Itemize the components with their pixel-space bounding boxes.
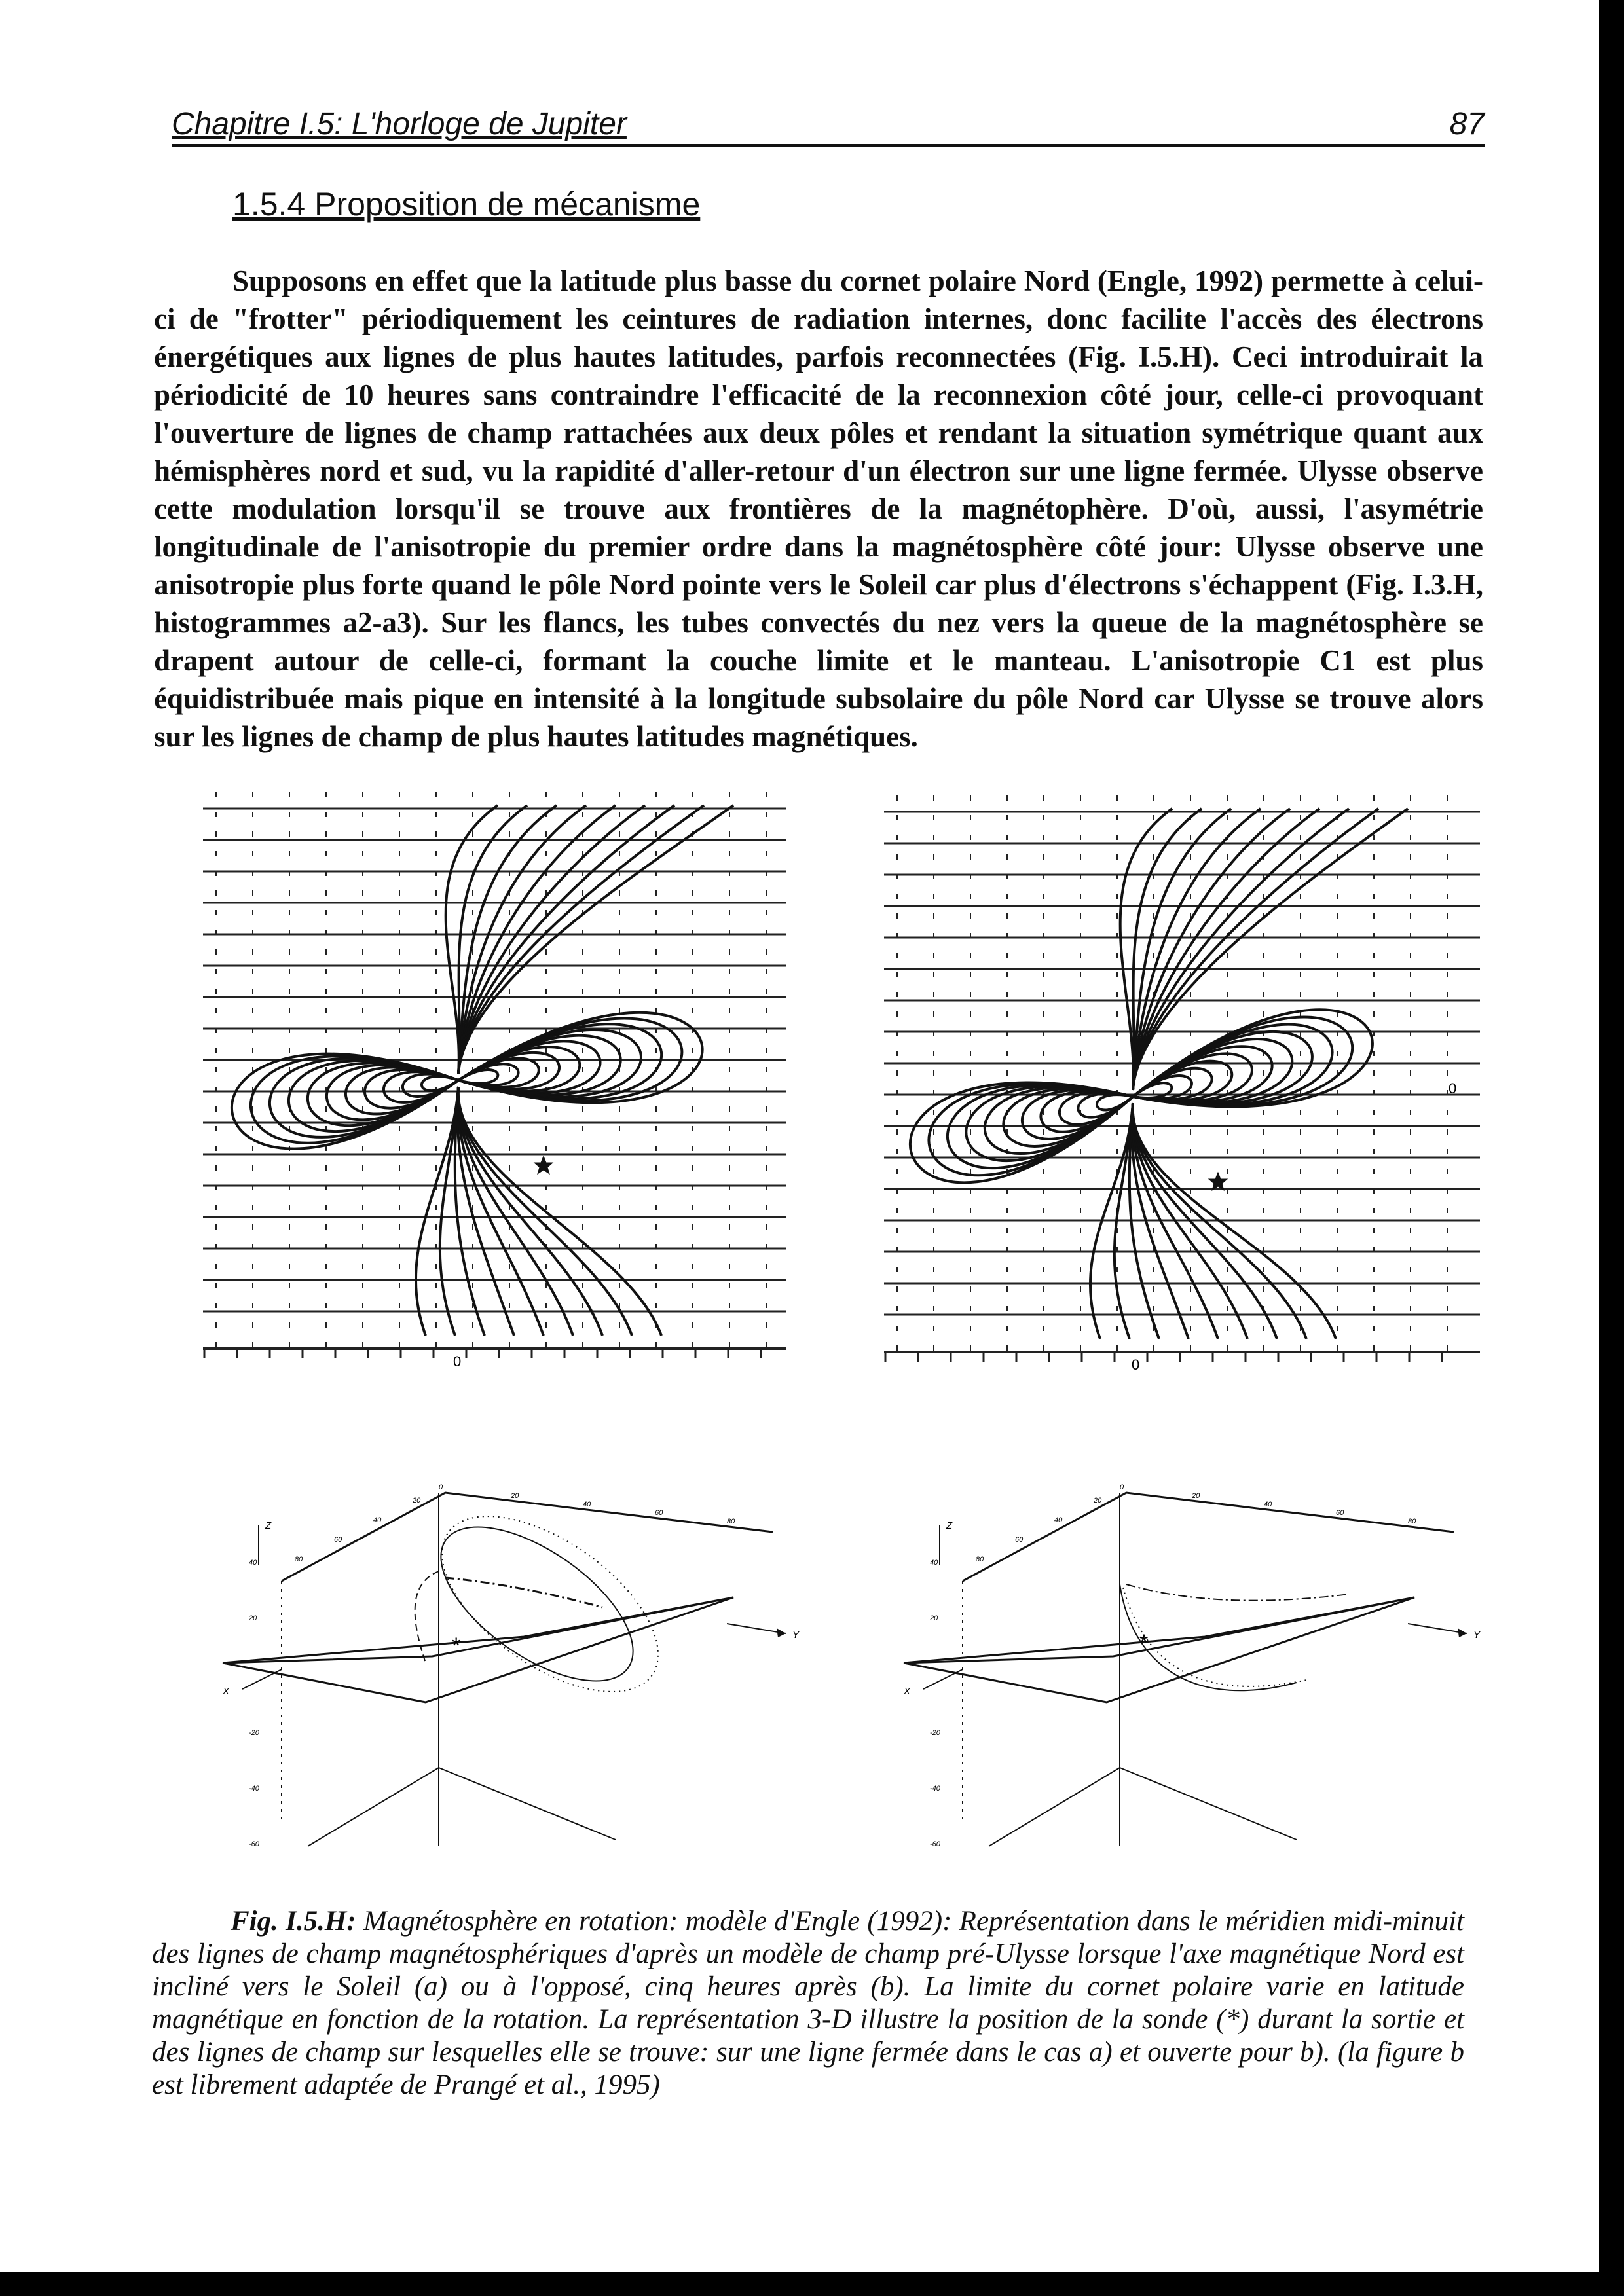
tick-label: 40 bbox=[1264, 1501, 1272, 1508]
xy-plane bbox=[904, 1597, 1414, 1663]
y-axis-label: Y bbox=[1473, 1630, 1481, 1641]
tick-label: 20 bbox=[511, 1492, 519, 1500]
tick-label: 20 bbox=[1192, 1492, 1200, 1500]
closed-field-line bbox=[416, 1497, 658, 1711]
tick-label: 80 bbox=[295, 1556, 303, 1563]
tick-label: 60 bbox=[334, 1536, 342, 1544]
tick-label: -40 bbox=[930, 1785, 940, 1793]
tick-label: 40 bbox=[249, 1559, 257, 1567]
tick-label: 60 bbox=[1015, 1536, 1024, 1544]
page-header bbox=[172, 105, 1485, 147]
y-axis-arrowhead bbox=[1458, 1628, 1467, 1637]
tick-label: 20 bbox=[1094, 1497, 1102, 1504]
y-axis-arrowhead bbox=[777, 1628, 786, 1637]
probe-trajectory-3d-a bbox=[210, 1453, 800, 1848]
front-edge bbox=[439, 1768, 616, 1840]
tick-label: 0 bbox=[439, 1484, 443, 1491]
body-paragraph: Supposons en effet que la latitude plus basse du cornet polaire Nord (Engle, 1992) permette à celui-ci de "frotter" périodiquement les ceintures de radiation internes, donc facilite l'accès des électrons énergétiques aux lignes de plus hautes latitudes, parfois reconnectées (Fig. I.5.H). Ceci introduirait la périodicité de 10 heures sans contraindre l'efficacité de la reconnexion côté jour, celle-ci provoquant l'ouverture de lignes de champ rattachées aux deux pôles et rendant la situation symétrique quant aux hémisphères nord et sud, vu la rapidité d'aller-retour d'un électron sur une ligne fermée. Ulysse observe cette modulation lorsqu'il se trouve aux frontières de la magnétophère. D'où, aussi, l'asymétrie longitudinale de l'anisotropie du premier ordre dans la magnétosphère côté jour: Ulysse observe une anisotropie plus forte quand le pôle Nord pointe vers le Soleil car plus d'électrons s'échappent (Fig. I.3.H, histogrammes a2-a3). Sur les flancs, les tubes convectés du nez vers la queue de la magnétosphère se drapent autour de celle-ci, formant la couche limite et le manteau. L'anisotropie C1 est plus équidistribuée mais pique en intensité à la longitude subsolaire du pôle Nord car Ulysse se trouve alors sur les lignes de champ de plus hautes latitudes magnétiques. bbox=[154, 264, 1483, 753]
x-axis-label: X bbox=[904, 1686, 911, 1697]
probe-trajectory-3d-b bbox=[891, 1453, 1481, 1848]
tick-label: -40 bbox=[249, 1785, 259, 1793]
probe-marker bbox=[1209, 1173, 1227, 1190]
field-lines bbox=[226, 805, 733, 1336]
field-line bbox=[458, 805, 704, 1074]
field-line-plot-a bbox=[196, 792, 792, 1375]
probe-path bbox=[445, 1578, 602, 1607]
section-title: 1.5.4 Proposition de mécanisme bbox=[232, 186, 701, 223]
tick-label: 20 bbox=[413, 1497, 421, 1504]
field-line bbox=[416, 1087, 458, 1336]
field-line-dotted bbox=[413, 1482, 688, 1726]
tick-label: 20 bbox=[249, 1614, 257, 1622]
tick-label: 40 bbox=[373, 1516, 382, 1524]
tick-label: 80 bbox=[727, 1518, 735, 1525]
x-axis-arrow bbox=[923, 1669, 963, 1689]
scan-edge-right bbox=[1599, 0, 1624, 2296]
front-edge bbox=[308, 1768, 439, 1846]
probe-marker: * bbox=[1139, 1630, 1149, 1655]
tick-label: 20 bbox=[930, 1614, 938, 1622]
field-line-plot-b bbox=[877, 795, 1486, 1378]
y-axis-label: Y bbox=[792, 1630, 800, 1641]
tick-label: 40 bbox=[930, 1559, 938, 1567]
caption-lead: Fig. I.5.H: bbox=[231, 1906, 356, 1937]
tick-label: 60 bbox=[1336, 1509, 1344, 1517]
probe-path bbox=[1126, 1584, 1349, 1601]
field-line bbox=[919, 1055, 1143, 1188]
right-zero-label: 0 bbox=[1449, 1080, 1457, 1097]
tick-label: 80 bbox=[1408, 1518, 1416, 1525]
xy-plane bbox=[223, 1597, 733, 1663]
tick-label: -20 bbox=[249, 1729, 259, 1737]
chapter-title: Chapitre I.5: L'horloge de Jupiter bbox=[172, 107, 627, 141]
front-edge bbox=[1120, 1768, 1297, 1840]
field-line bbox=[458, 1087, 661, 1336]
zero-label: 0 bbox=[453, 1353, 462, 1370]
x-axis-label: X bbox=[223, 1686, 230, 1697]
x-axis-arrow bbox=[242, 1669, 282, 1689]
figure-caption bbox=[152, 1905, 1464, 2102]
tick-label: -60 bbox=[249, 1840, 259, 1848]
back-plane bbox=[282, 1493, 773, 1581]
zero-label: 0 bbox=[1132, 1357, 1140, 1373]
caption-text: Magnétosphère en rotation: modèle d'Engle (1992): Représentation dans le méridien midi-minuit des lignes de champ magnétosphériques d'après un modèle de champ pré-Ulysse lorsque l'axe magnétique Nord est incliné vers le Soleil (a) ou à l'opposé, cinq heures après (b). La limite du cornet polaire varie en latitude magnétique en fonction de la rotation. La représentation 3-D illustre la position de la sonde (*) durant la sortie et des lignes de champ sur lesquelles elle se trouve: sur une ligne fermée dans le cas a) et ouverte pour b). (la figure b est librement adaptée de Prangé et al., 1995) bbox=[152, 1906, 1464, 2100]
tick-label: 80 bbox=[976, 1556, 984, 1563]
back-plane bbox=[963, 1493, 1454, 1581]
tick-label: -60 bbox=[930, 1840, 940, 1848]
z-axis-label: Z bbox=[946, 1520, 953, 1531]
front-edge bbox=[989, 1768, 1120, 1846]
grid-lines bbox=[884, 795, 1480, 1362]
tick-label: 40 bbox=[583, 1501, 591, 1508]
tick-label: 0 bbox=[1120, 1484, 1124, 1491]
scan-edge-bottom bbox=[0, 2272, 1624, 2296]
field-line bbox=[458, 805, 616, 1074]
probe-marker: * bbox=[452, 1633, 461, 1658]
tick-label: 40 bbox=[1054, 1516, 1063, 1524]
z-axis-label: Z bbox=[265, 1520, 272, 1531]
trajectory bbox=[415, 1571, 439, 1663]
tick-label: -20 bbox=[930, 1729, 940, 1737]
tick-label: 60 bbox=[655, 1509, 663, 1517]
page-number: 87 bbox=[1449, 107, 1485, 141]
probe-marker bbox=[534, 1156, 553, 1174]
